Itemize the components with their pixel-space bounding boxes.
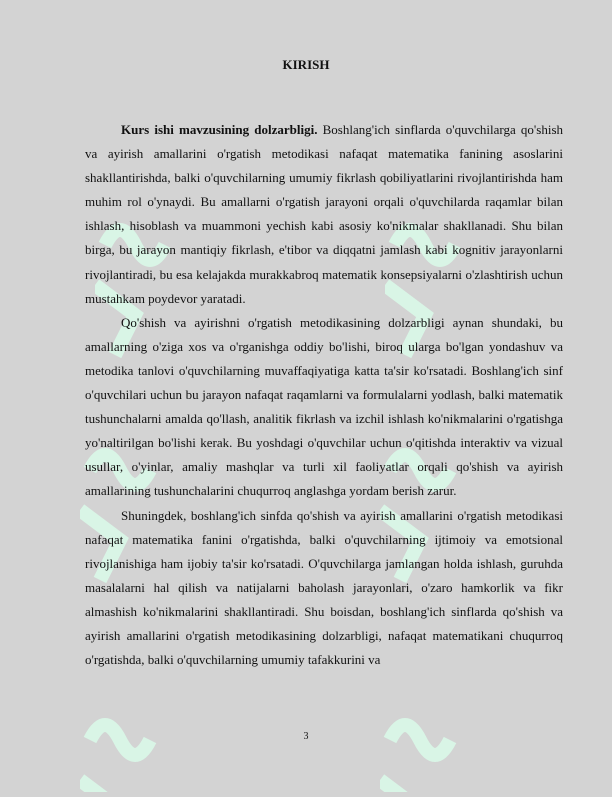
watermark-logo-icon [380, 700, 580, 792]
paragraph-text: Boshlang'ich sinflarda o'quvchilarga qo'shish va ayirish amallarini o'rgatish metodikasi nafaqat matematika fanining asoslarini shakllantirishda, balki o'quvchilarning umumiy fikrlash qobiliyatlarini rivojlantirishda ham muhim rol o'ynaydi. Bu amallarni o'rgatish jarayoni orqali o'quvchilarda raqamlar bilan ishlash, hisoblash va muammoni yechish kabi asosiy ko'nikmalar shakllanadi. Shu bilan birga, bu jarayon mantiqiy fikrlash, e'tibor va diqqatni jamlash kabi kognitiv jarayonlarni rivojlantiradi, bu esa kelajakda murakkabroq matematik konsepsiyalarni o'zlashtirish uchun mustahkam poydevor yaratadi. [85, 122, 564, 306]
paragraph-text: Qo'shish va ayirishni o'rgatish metodikasining dolzarbligi aynan shundaki, bu amallarning o'ziga xos va o'rganishga oddiy bo'lishi, biroq ularga bo'lgan yondashuv va metodika tanlovi o'quvchilarning muvaffaqiyatiga katta ta'sir ko'rsatadi. Boshlang'ich sinf o'quvchilari uchun bu jarayon nafaqat raqamlarni va formulalarni yodlash, balki matematik tushunchalarni amalda qo'llash, analitik fikrlash va izchil ishlash ko'nikmalarini o'rgatishga yo'naltirilgan bo'lishi kerak. Bu yoshdagi o'quvchilar uchun o'qitishda interaktiv va vizual usullar, o'yinlar, amaliy mashqlar va turli xil faoliyatlar orqali qo'shish va ayirish amallarining tushunchalarini chuqurroq anglashga yordam berish zarur. [85, 314, 563, 499]
paragraph-text: Shuningdek, boshlang'ich sinfda qo'shish va ayirish amallarini o'rgatish metodikasi nafaqat matematika fanini o'rgatishda, balki o'quvchilarning ijtimoiy va emotsional rivojlanishiga ham ijobiy ta'sir ko'rsatadi. O'quvchilarga jamlangan holda ishlash, guruhda masalalarni hal qilish va natijalarni baholash jarayonlari, o'zaro hamkorlik va fikr almashish ko'nikmalarini shakllantiradi. Shu boisdan, boshlang'ich sinflarda qo'shish va ayirish amallarini o'rgatish metodikasining dolzarbligi, nafaqat matematikani chuqurroq o'rgatishda, balki o'quvchilarning umumiy tafakkurini va [85, 507, 563, 668]
paragraph [85, 504, 563, 673]
paragraph [85, 118, 563, 311]
watermark-logo-icon [80, 700, 280, 792]
paragraph [85, 311, 563, 504]
watermark-bottom-right [380, 700, 580, 792]
watermark-bottom-left [80, 700, 280, 792]
page-number: 3 [303, 731, 309, 742]
page-title: KIRISH [282, 57, 330, 72]
body-text [85, 118, 563, 672]
paragraph-lead: Kurs ishi mavzusining dolzarbligi. [121, 122, 318, 137]
